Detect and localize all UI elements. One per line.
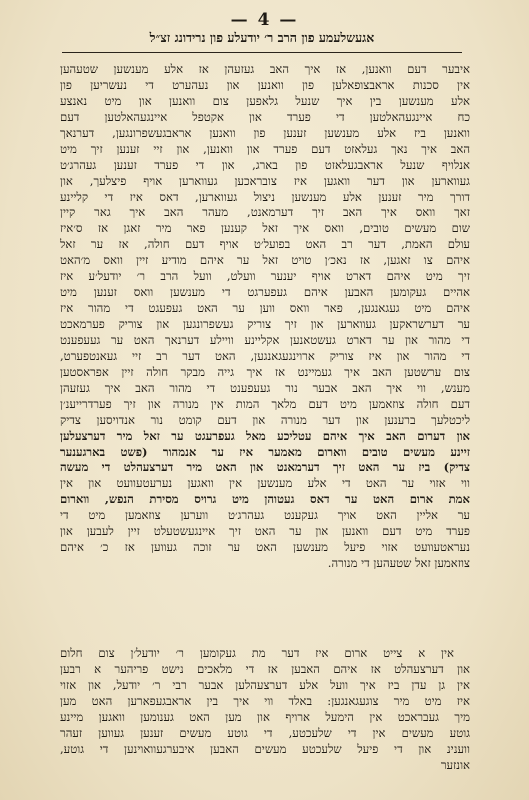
text-line: אמת ארום האט ער דאס געטוהן מיט גרויס מסירת הנפש, ווארום: [60, 492, 470, 507]
text-line: ער אליין האט אויך געקענט געהרג׳ט ווערען צוזאמען מיט די: [60, 508, 470, 523]
text-line: וואנען ביז אלע מענשען זענען פון וואנען אראבגעשפרונגען, דערנאך: [60, 125, 470, 140]
text-line: מיך געבראכט אין הימעל ארויף און מען האט גענומען וואגען מיינע: [60, 709, 470, 724]
text-line: צדיק) ביז ער האט זיך דערמאנט און האט מיר דערצעהלט די מעשה: [60, 460, 470, 475]
text-line: האב איך נאך געלאזט דעם פערד און וואנען, און זיי זענען זיך מיט: [60, 141, 470, 156]
text-line: און דערום האב איך איהם עטליכע מאל געפרעגט ער זאל מיר דערצעלען: [60, 428, 470, 443]
text-line: איבער דעם וואנען, אז איך האב געזעהן אז אלע מענשען שטעהען: [60, 62, 470, 76]
text-line: איז מיט מיר צוגעגאנגען: באלד ווי איך בין אראבגעפארען האט מען: [60, 693, 470, 708]
paragraph-2: [60, 646, 470, 774]
text-line: ווי אזוי ער האט די אלע מענשען אין וואגען נערעטעוועט און אין: [60, 476, 470, 491]
text-line: אנלויף שנעל אראבגעלאזט פון בארג, און די פערד זענען געהרג׳ט: [60, 157, 470, 172]
page-number: — 4 —: [230, 10, 299, 30]
text-line: איהם מיט געגאנגען, פאר וואס ווען ער האט געפעגט די מהור איז: [60, 301, 470, 316]
text-line: זיך מיט איהם דארט אויף יענער וועלט, וועל הרב ר׳ יודעל׳ע איז: [60, 269, 470, 284]
text-line: די מהור און ער דארט געשטאנען אקליינע וויילע דערנאך האט ער געעפענט: [60, 332, 470, 347]
text-line: נעראטעוועט אזוי פיעל מענשען האט ער זוכה געווען אז כ׳ איהם: [60, 540, 470, 555]
text-line: ליכטלעך ברענען און דער מנורה און דעם קומט נור אנדויסען צדיק: [60, 412, 470, 427]
text-line: דעם חולה צוזאמען מיט דעם מלאך המות אין מנורה און זיך פערדרייענ׳ן: [60, 396, 470, 411]
text-line: ער דערשראקען געווארען און זיך צוריק געשפרונגען און צוריק פערמאכט: [60, 317, 470, 331]
text-line: אין סכנות אראבצופאלען פון וואנען און נעהערט די נעשריען פון: [60, 77, 470, 92]
paragraph-1: [60, 62, 470, 572]
text-line: אין א צייט ארום איז דער מת געקומען ר׳ יודעל׳ן צום חלום: [60, 646, 454, 660]
text-line: גוטע מעשים אין די שלעכטע, די גוטע מעשים זענען געווען זעהר: [60, 725, 470, 740]
text-line: אלע מענשען בין איך שנעל גלאפען צום וואנען און מיט נאנצע: [60, 93, 470, 108]
text-line: צום ערשטען האב איך געמיינט אז איך גייה מבקר חולה זיין אפראסטען: [60, 364, 470, 379]
text-line: זאך וואס איך האב זיך דערמאנט, מעהר האב איך גאר קיין: [60, 205, 470, 220]
text-line: איהם צו זאגען, אז נאכ׳ן טויט זאל ער איהם מודיע זיין וואס מ׳האט: [60, 253, 470, 268]
text-line: אהיים געקומען האבען איהם געפערגט די מענשען וואס זענען מיט: [60, 285, 470, 300]
text-line: געווארען און דער וואגען איז צובראכען געווארען אויף פיצלעך, און: [60, 173, 470, 188]
text-line: זיינע מעשים טובים ווארום מאמער איז ער אנמהור (פשט בארגענער: [60, 444, 470, 459]
text-line: פערד מיט דעם וואנען און ער האט זיך איינגעשטעלט זיין לעבען און: [60, 524, 470, 539]
text-line: כח איינגעהאלטען די פערד און אקטפל איינגעהאלטען דעם: [60, 109, 470, 124]
running-head: אגעשלעמע פון הרב ר׳ יודעלע פון נרידונג זצ״ל: [62, 30, 462, 53]
text-line: מענש, ווי איך האב אבער נור געעפענט די מהור האב איך געזעהן: [60, 380, 470, 395]
text-line: עולם האמת, דער רב האט בפועל׳ט אויף דעם חולה, אז ער זאל: [60, 237, 470, 252]
text-line: אונזער: [440, 757, 470, 772]
text-line: צוזאמען זאל שטעהען די מנורה.: [327, 556, 470, 571]
text-line: שום מעשים טובים, וואס איך זאל קענען פאר מיר זאגן אז ס׳איז: [60, 221, 470, 236]
text-line: אין גן עדן ביז איך וועל אלע דערצעהלען אבער רבי ר׳ יודעל, און אזוי: [60, 677, 470, 692]
text-line: און דערצעהלט אז איהם האבען אז די מלאכים נישט פריהער א רבען: [60, 661, 470, 676]
text-line: דורך מיר זענען אלע מענשען ניצול געווארען, דאס איז די קליינע: [60, 189, 470, 204]
text-line: די מהור און איז צוריק ארוינגעגאנגען, האט דער רב זיי געאנטפערט,: [60, 348, 470, 363]
text-line: ווענינ און די פיעל שלעכטע מעשים האבען איבערגעוואוינען די גוטע,: [60, 741, 470, 756]
